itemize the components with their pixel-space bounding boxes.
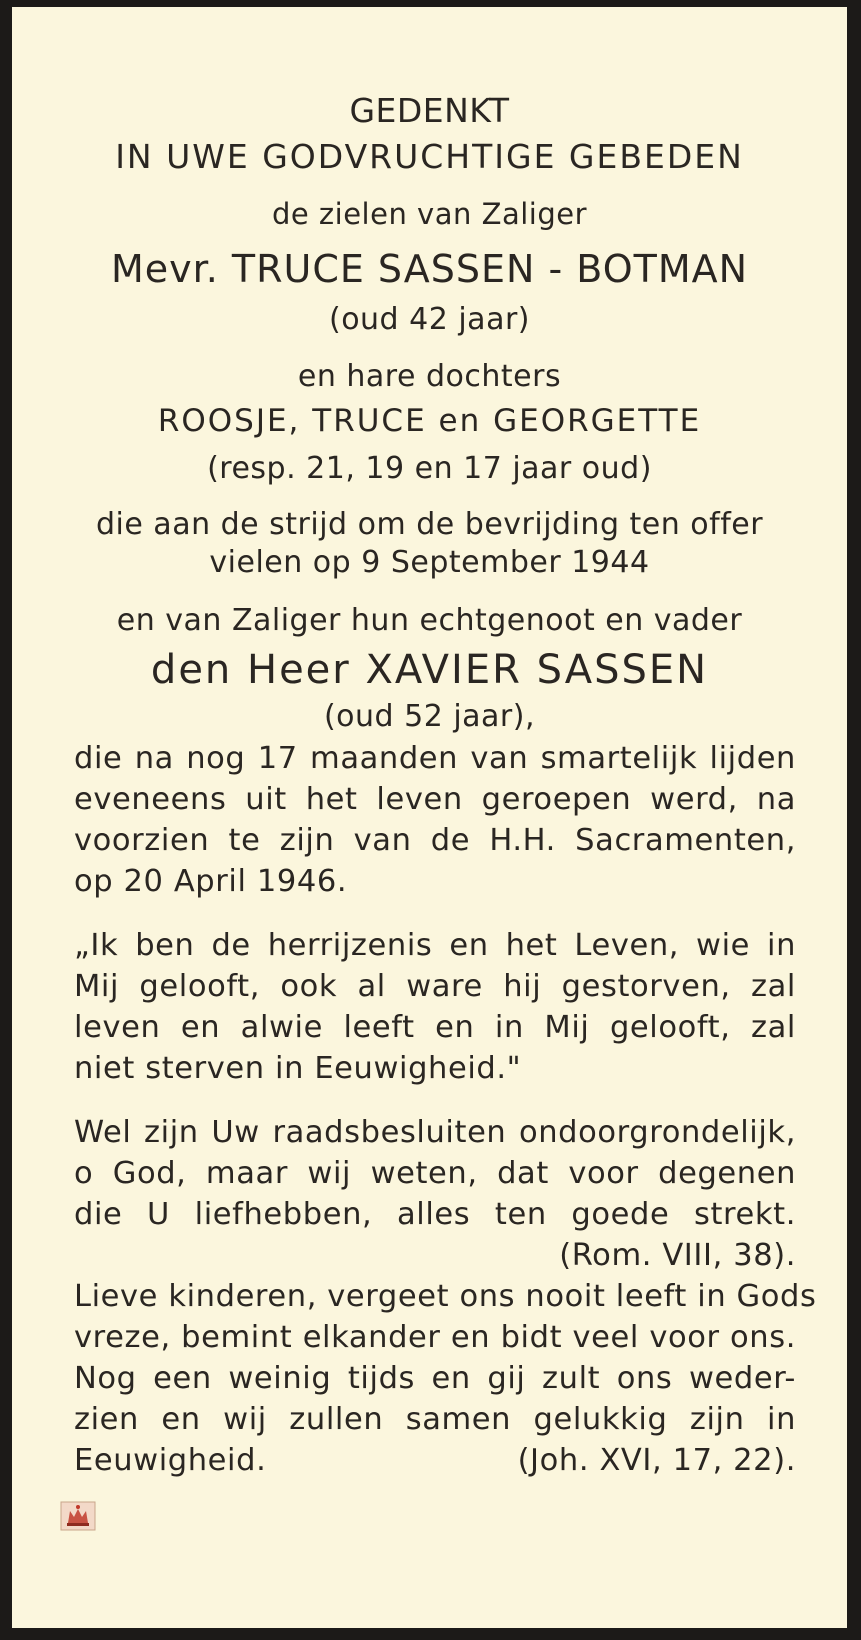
quote1-line2: Mij gelooft, ook al ware hij gestorven, zal	[74, 969, 796, 1004]
quote2-reference: (Rom. VIII, 38).	[559, 1238, 796, 1273]
printer-mark-icon	[60, 1501, 96, 1531]
daughters-ages: (resp. 21, 19 en 17 jaar oud)	[207, 451, 652, 486]
death2-line1: die na nog 17 maanden van smartelijk lijden	[74, 741, 796, 776]
mother-name: Mevr. TRUCE SASSEN - BOTMAN	[110, 247, 749, 291]
quote3-eeuwigheid: Eeuwigheid.	[74, 1443, 267, 1478]
header-gebeden: IN UWE GODVRUCHTIGE GEBEDEN	[115, 137, 744, 176]
quote3-line2: vreze, bemint elkander en bidt veel voor ons.	[74, 1320, 796, 1355]
quote3-line1: Lieve kinderen, vergeet ons nooit leeft in Gods	[74, 1279, 817, 1314]
daughters-names: ROOSJE, TRUCE en GEORGETTE	[157, 403, 702, 439]
quote2-line3: die U liefhebben, alles ten goede strekt.	[74, 1197, 796, 1232]
header-gedenkt: GEDENKT	[349, 91, 510, 130]
death2-line2: eveneens uit het leven geroepen werd, na	[74, 782, 796, 817]
quote3-line4: zien en wij zullen samen gelukkig zijn in	[74, 1402, 796, 1437]
header-zielen: de zielen van Zaliger	[271, 197, 588, 231]
death2-line4: op 20 April 1946.	[74, 864, 348, 899]
quote3-reference: (Joh. XVI, 17, 22).	[517, 1443, 796, 1478]
death2-line3: voorzien te zijn van de H.H. Sacramenten,	[74, 823, 796, 858]
quote1-line1: „Ik ben de herrijzenis en het Leven, wie in	[74, 928, 796, 963]
quote3-line3: Nog een weinig tijds en gij zult ons weder-	[74, 1361, 796, 1396]
quote2-line1: Wel zijn Uw raadsbesluiten ondoorgrondelijk,	[74, 1115, 796, 1150]
father-age: (oud 52 jaar),	[323, 699, 536, 734]
daughters-intro: en hare dochters	[297, 359, 562, 394]
quote3-line5	[74, 1443, 796, 1478]
mother-age: (oud 42 jaar)	[328, 302, 530, 337]
father-intro: en van Zaliger hun echtgenoot en vader	[116, 603, 743, 638]
card-content	[12, 7, 847, 1628]
quote2-line2: o God, maar wij weten, dat voor degenen	[74, 1156, 796, 1191]
death1-line1: die aan de strijd om de bevrijding ten offer	[95, 507, 764, 542]
quote1-line3: leven en alwie leeft en in Mij gelooft, zal	[74, 1010, 796, 1045]
death1-line2: vielen op 9 September 1944	[209, 545, 650, 580]
father-name: den Heer XAVIER SASSEN	[150, 647, 709, 693]
quote1-line4: niet sterven in Eeuwigheid."	[74, 1051, 522, 1086]
